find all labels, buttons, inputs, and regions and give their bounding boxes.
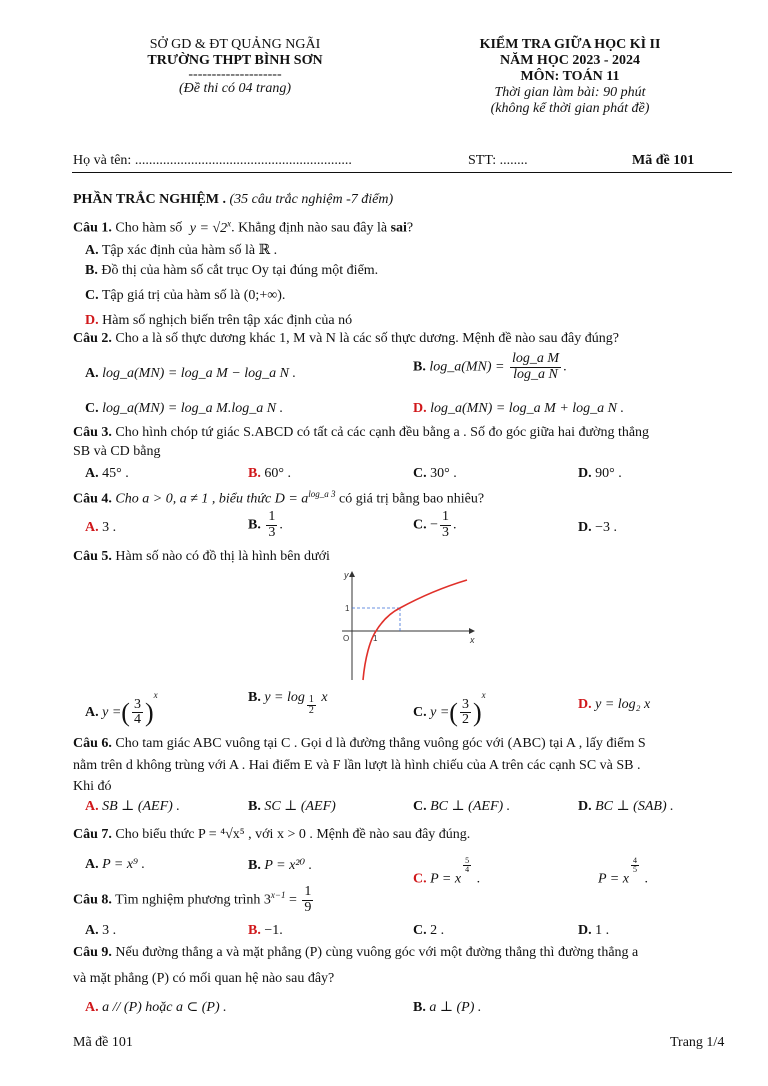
exam-title: KIỂM TRA GIỮA HỌC KÌ II xyxy=(479,37,661,52)
q9-option-b[interactable]: B. a ⊥ (P) . xyxy=(413,1000,482,1015)
name-field: Họ và tên: .............................................................. xyxy=(73,153,352,168)
question-8: Câu 8. Tìm nghiệm phương trình $3^{x-1}$ = $\frac{1}{9}$ xyxy=(73,884,312,915)
header-right xyxy=(410,37,730,117)
x-tick-1: 1 xyxy=(373,634,378,643)
q2-option-b[interactable]: B. log_a(MN) = $\frac{\text{log\_a M}}{\text{log\_a N}}$ . xyxy=(413,351,567,382)
stt-field: STT: ........ xyxy=(468,153,528,168)
q7-option-b[interactable]: B. P = x²⁰ . xyxy=(248,858,313,873)
y-axis-arrow xyxy=(349,571,355,577)
school-name: TRƯỜNG THPT BÌNH SƠN xyxy=(147,53,323,68)
y-label: y xyxy=(344,570,349,580)
q5-option-b[interactable]: B. y = log $\frac{1}{2}$ x xyxy=(248,690,328,716)
question-5: Câu 5. Hàm số nào có đồ thị là hình bên dưới xyxy=(73,549,330,564)
q6-option-c[interactable]: C. BC ⊥ (AEF) . xyxy=(413,799,511,814)
log-curve xyxy=(363,580,467,680)
q1-option-d[interactable]: D. Hàm số nghịch biến trên tập xác định của nó xyxy=(85,313,353,328)
x-axis-arrow xyxy=(469,628,475,634)
q8-option-a[interactable]: A. 3 . xyxy=(85,923,117,938)
q7-option-a[interactable]: A. P = x⁹ . xyxy=(85,857,145,872)
log-graph xyxy=(332,568,482,683)
footer-code: Mã đề 101 xyxy=(73,1035,133,1050)
q1-option-c[interactable]: C. Tập giá trị của hàm số là (0;+∞). xyxy=(85,288,286,303)
q2-option-d[interactable]: D. log_a(MN) = log_a M + log_a N . xyxy=(413,401,625,416)
q5-option-a[interactable]: A. y =( $\frac{3}{4}$ )$^x$ xyxy=(85,690,158,728)
q9-option-a[interactable]: A. a // (P) hoặc a ⊂ (P) . xyxy=(85,1000,227,1015)
q1-option-b[interactable]: B. Đồ thị của hàm số cắt trục Oy tại đúng một điểm. xyxy=(85,263,379,278)
subject: MÔN: TOÁN 11 xyxy=(520,69,620,84)
q5-option-d[interactable]: D. y = log₂ x xyxy=(578,697,651,712)
dept-name: SỞ GD & ĐT QUẢNG NGÃI xyxy=(149,37,321,52)
header-left xyxy=(75,37,395,97)
school-year: NĂM HỌC 2023 - 2024 xyxy=(500,53,640,68)
question-1: Câu 1. Cho hàm số $y = √2^x$. Khẳng định nào sau đây là sai? xyxy=(73,218,414,236)
q6-option-d[interactable]: D. BC ⊥ (SAB) . xyxy=(578,799,674,814)
pages-note: (Đề thi có 04 trang) xyxy=(179,81,291,96)
y-tick-1: 1 xyxy=(345,604,350,613)
q8-option-c[interactable]: C. 2 . xyxy=(413,923,445,938)
q6-option-b[interactable]: B. SC ⊥ (AEF) xyxy=(248,799,336,814)
q8-option-d[interactable]: D. 1 . xyxy=(578,923,610,938)
q2-b-fraction: $\frac{\text{log\_a M}}{\text{log\_a N}}$ xyxy=(512,351,560,382)
question-7: Câu 7. Cho biểu thức P = ⁴√x⁵ , với x > 0 . Mệnh đề nào sau đây đúng. xyxy=(73,827,471,842)
footer-page: Trang 1/4 xyxy=(670,1035,725,1050)
question-3-line2: SB và CD bằng xyxy=(73,444,161,459)
q1-option-a[interactable]: A. Tập xác định của hàm số là ℝ . xyxy=(85,243,278,258)
exam-code: Mã đề 101 xyxy=(632,153,695,168)
q7-option-c[interactable]: C. P = x $\frac{5}{4}$ . xyxy=(413,856,481,887)
q7-option-d[interactable]: P = x $\frac{4}{5}$ . xyxy=(598,856,648,887)
question-2: Câu 2. Cho a là số thực dương khác 1, M và N là các số thực dương. Mệnh đề nào sau đây đúng? xyxy=(73,331,619,346)
q4-option-d[interactable]: D. −3 . xyxy=(578,520,618,535)
question-6-line3: Khi đó xyxy=(73,779,112,794)
divider xyxy=(72,172,732,173)
q3-option-c[interactable]: C. 30° . xyxy=(413,466,457,481)
origin-label: O xyxy=(343,634,350,643)
q2-option-c[interactable]: C. log_a(MN) = log_a M.log_a N . xyxy=(85,401,284,416)
section-title: PHẦN TRẮC NGHIỆM . (35 câu trắc nghiệm -7 điểm) xyxy=(73,192,394,207)
question-6: Câu 6. Cho tam giác ABC vuông tại C . Gọi d là đường thẳng vuông góc với (ABC) tại A , lấy điểm S xyxy=(73,736,646,751)
question-4: Câu 4. Cho a > 0, a ≠ 1 , biểu thức $D = a^{log\_a 3}$ có giá trị bằng bao nhiêu? xyxy=(73,489,485,507)
q5-option-c[interactable]: C. y =( $\frac{3}{2}$ )$^x$ xyxy=(413,690,486,728)
q2-option-a[interactable]: A. log_a(MN) = log_a M − log_a N . xyxy=(85,366,297,381)
q3-option-d[interactable]: D. 90° . xyxy=(578,466,622,481)
q4-c-fraction: $\frac{1}{3}$ xyxy=(442,509,450,540)
dashes: -------------------- xyxy=(188,67,282,82)
q4-b-fraction: $\frac{1}{3}$ xyxy=(268,509,276,540)
q4-option-c[interactable]: C. − $\frac{1}{3}$ . xyxy=(413,509,457,540)
q3-option-a[interactable]: A. 45° . xyxy=(85,466,129,481)
q8-option-b[interactable]: B. −1. xyxy=(248,923,283,938)
q4-option-a[interactable]: A. 3 . xyxy=(85,520,117,535)
exam-time: Thời gian làm bài: 90 phút xyxy=(494,85,646,100)
question-6-line2: nằm trên d không trùng với A . Hai điểm E và F lần lượt là hình chiếu của A trên các cạnh SC và SB . xyxy=(73,758,641,773)
question-9-line2: và mặt phẳng (P) có mối quan hệ nào sau đây? xyxy=(73,971,335,986)
q6-option-a[interactable]: A. SB ⊥ (AEF) . xyxy=(85,799,180,814)
question-3: Câu 3. Cho hình chóp tứ giác S.ABCD có tất cả các cạnh đều bằng a . Số đo góc giữa hai đường thẳng xyxy=(73,425,650,440)
q3-option-b[interactable]: B. 60° . xyxy=(248,466,291,481)
x-label: x xyxy=(470,635,475,645)
q4-option-b[interactable]: B. $\frac{1}{3}$ . xyxy=(248,509,283,540)
question-9: Câu 9. Nếu đường thẳng a và mặt phẳng (P) cùng vuông góc với một đường thẳng thì đường thẳng a xyxy=(73,945,639,960)
time-note: (không kể thời gian phát đề) xyxy=(490,101,650,116)
